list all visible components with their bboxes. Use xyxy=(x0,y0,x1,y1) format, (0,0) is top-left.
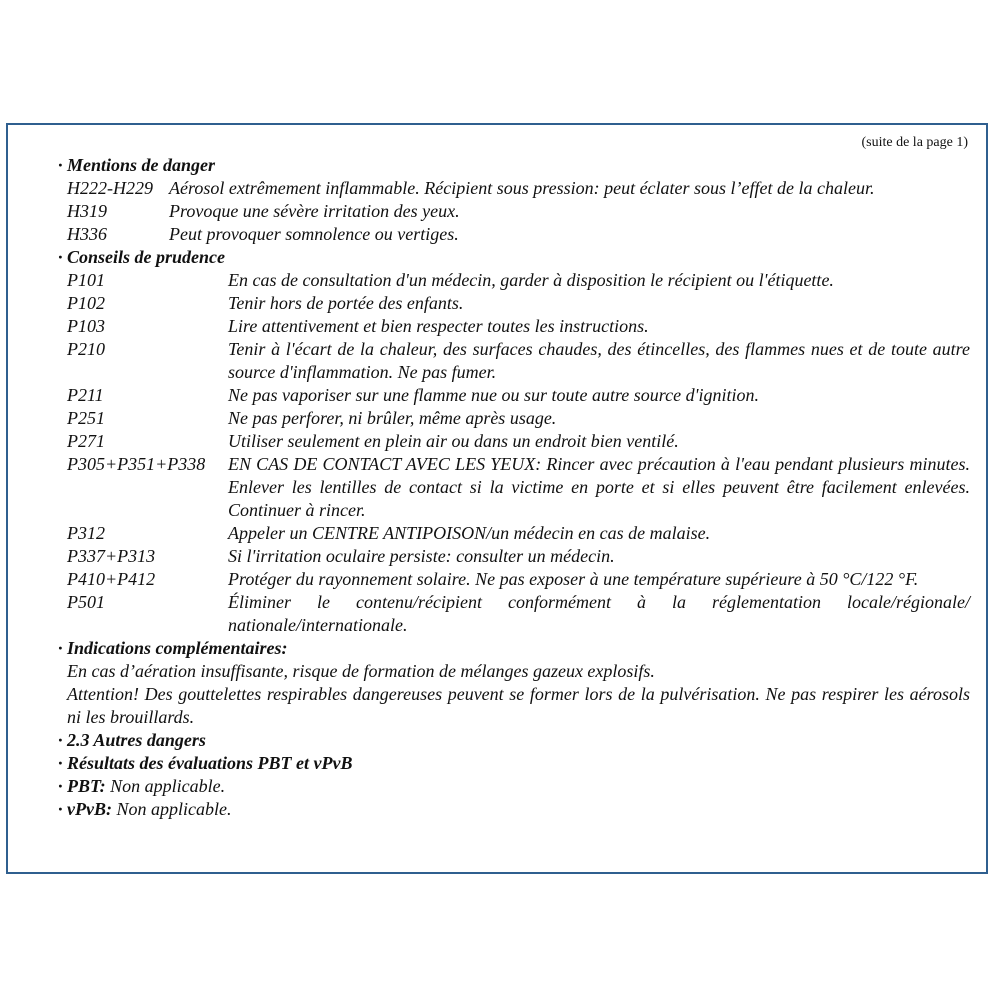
precaution-text: Si l'irritation oculaire persiste: consulter un médecin. xyxy=(228,546,615,566)
precaution-row xyxy=(58,453,970,522)
precaution-code: P103 xyxy=(67,316,105,336)
hazard-text: Peut provoquer somnolence ou vertiges. xyxy=(169,224,459,244)
precaution-text: Protéger du rayonnement solaire. Ne pas exposer à une température supérieure à 50 °C/122 °F. xyxy=(228,569,919,589)
precaution-text: Éliminer le contenu/récipient conformément à la réglementation locale/régionale/ nationale/internationale. xyxy=(228,592,970,635)
precaution-text: Tenir à l'écart de la chaleur, des surfaces chaudes, des étincelles, des flammes nues et de toute autre source d'inflammation. Ne pas fumer. xyxy=(228,339,970,382)
precaution-text: Utiliser seulement en plein air ou dans un endroit bien ventilé. xyxy=(228,431,679,451)
precaution-code: P210 xyxy=(67,339,105,359)
precaution-code: P501 xyxy=(67,592,105,612)
precaution-row xyxy=(58,384,970,407)
precaution-text: Ne pas vaporiser sur une flamme nue ou sur toute autre source d'ignition. xyxy=(228,385,759,405)
precaution-text: Tenir hors de portée des enfants. xyxy=(228,293,464,313)
pbt-label: · PBT: xyxy=(58,776,106,796)
hazard-text: Provoque une sévère irritation des yeux. xyxy=(169,201,460,221)
supplementary-paragraph: Attention! Des gouttelettes respirables dangereuses peuvent se former lors de la pulvérisation. Ne pas respirer les aérosols ni les brouillards. xyxy=(67,684,970,727)
hazard-list xyxy=(58,177,970,246)
precaution-text: Ne pas perforer, ni brûler, même après usage. xyxy=(228,408,557,428)
precaution-row xyxy=(58,545,970,568)
precaution-text: Appeler un CENTRE ANTIPOISON/un médecin en cas de malaise. xyxy=(228,523,711,543)
vpvb-label: · vPvB: xyxy=(58,799,112,819)
hazard-row xyxy=(58,177,970,200)
hazard-row xyxy=(58,223,970,246)
precaution-code: P101 xyxy=(67,270,105,290)
hazard-row xyxy=(58,200,970,223)
precaution-heading: · Conseils de prudence xyxy=(58,247,226,267)
hazard-heading: · Mentions de danger xyxy=(58,155,216,175)
precaution-row xyxy=(58,430,970,453)
precaution-row xyxy=(58,338,970,384)
continuation-note: (suite de la page 1) xyxy=(861,135,968,150)
precaution-text: En cas de consultation d'un médecin, garder à disposition le récipient ou l'étiquette. xyxy=(228,270,834,290)
precaution-code: P251 xyxy=(67,408,105,428)
precaution-code: P312 xyxy=(67,523,105,543)
precaution-row xyxy=(58,522,970,545)
precaution-text: Lire attentivement et bien respecter toutes les instructions. xyxy=(228,316,649,336)
vpvb-value: Non applicable. xyxy=(111,799,232,819)
hazard-code: H222-H229 xyxy=(67,178,153,198)
vpvb-line xyxy=(58,798,970,821)
precaution-list xyxy=(58,269,970,637)
precaution-row xyxy=(58,292,970,315)
precaution-text: EN CAS DE CONTACT AVEC LES YEUX: Rincer avec précaution à l'eau pendant plusieurs minutes. Enlever les lentilles de contact si la victime en porte et si elles peuvent être facilement enlevées. Continuer à rincer. xyxy=(228,454,970,520)
hazard-code: H336 xyxy=(67,224,107,244)
pbt-value: Non applicable. xyxy=(105,776,226,796)
precaution-code: P102 xyxy=(67,293,105,313)
other-dangers-heading: · 2.3 Autres dangers xyxy=(58,730,206,750)
precaution-row xyxy=(58,568,970,591)
precaution-code: P211 xyxy=(67,385,104,405)
pbt-results-heading: · Résultats des évaluations PBT et vPvB xyxy=(58,753,353,773)
precaution-code: P305+P351+P338 xyxy=(67,454,206,474)
hazard-code: H319 xyxy=(67,201,107,221)
supplementary-paragraph: En cas d’aération insuffisante, risque de formation de mélanges gazeux explosifs. xyxy=(67,661,655,681)
precaution-code: P410+P412 xyxy=(67,569,156,589)
hazard-text: Aérosol extrêmement inflammable. Récipient sous pression: peut éclater sous l’effet de la chaleur. xyxy=(169,178,875,198)
precaution-row xyxy=(58,591,970,637)
document-body xyxy=(58,131,970,821)
precaution-row xyxy=(58,315,970,338)
precaution-code: P271 xyxy=(67,431,105,451)
precaution-row xyxy=(58,269,970,292)
precaution-code: P337+P313 xyxy=(67,546,156,566)
pbt-line xyxy=(58,775,970,798)
supplementary-heading: · Indications complémentaires: xyxy=(58,638,288,658)
precaution-row xyxy=(58,407,970,430)
